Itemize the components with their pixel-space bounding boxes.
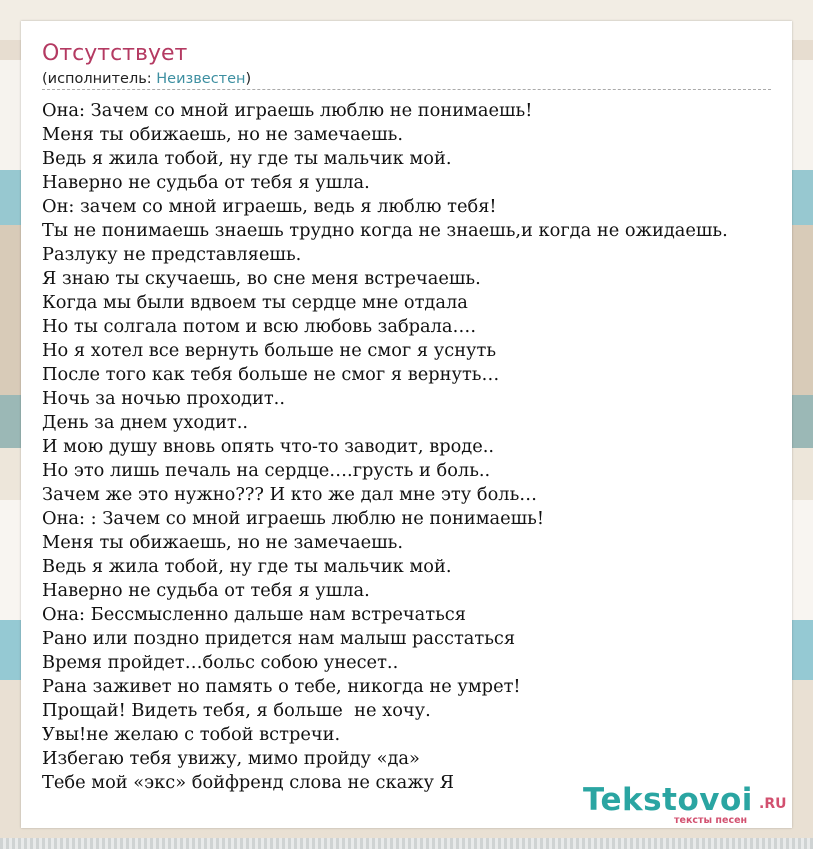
lyrics-line: Но ты солгала потом и всю любовь забрала…. [42,316,476,337]
lyrics-line: Разлуку не представляешь. [42,244,302,265]
artist-prefix: (исполнитель: [42,71,157,87]
title-divider [42,89,771,90]
lyrics-card [21,21,792,828]
lyrics-line: Рана заживет но память о тебе, никогда не умрет! [42,676,521,697]
artist-line [42,71,251,87]
lyrics-line: Она: : Зачем со мной играешь люблю не понимаешь! [42,508,545,529]
lyrics-line: Я знаю ты скучаешь, во сне меня встречаешь. [42,268,481,289]
lyrics-line: Прощай! Видеть тебя, я больше не хочу. [42,700,431,721]
lyrics-line: Рано или поздно придется нам малыш расстаться [42,628,516,649]
lyrics-line: Тебе мой «экс» бойфренд слова не скажу Я [42,772,455,793]
lyrics-line: После того как тебя больше не смог я вернуть… [42,364,500,385]
lyrics-line: Ведь я жила тобой, ну где ты мальчик мой. [42,556,452,577]
logo-domain: .RU [759,796,787,812]
lyrics-line: Увы!не желаю с тобой встречи. [42,724,341,745]
lyrics-line: День за днем уходит.. [42,412,249,433]
tekstovoi-logo[interactable] [583,782,788,828]
lyrics-line: Ты не понимаешь знаешь трудно когда не знаешь,и когда не ожидаешь. [42,220,728,241]
lyrics-line: Время пройдет…больс собою унесет.. [42,652,399,673]
lyrics-line: Но это лишь печаль на сердце….грусть и боль.. [42,460,491,481]
lyrics-line: И мою душу вновь опять что-то заводит, вроде.. [42,436,495,457]
lyrics-line: Наверно не судьба от тебя я ушла. [42,580,370,601]
artist-link[interactable]: Неизвестен [156,71,246,87]
lyrics-line: Меня ты обижаешь, но не замечаешь. [42,124,403,145]
artist-suffix: ) [245,71,252,87]
lyrics-line: Избегаю тебя увижу, мимо пройду «да» [42,748,420,769]
lyrics-line: Ведь я жила тобой, ну где ты мальчик мой. [42,148,452,169]
lyrics-line: Она: Бессмысленно дальше нам встречаться [42,604,466,625]
lyrics-text [42,99,728,795]
song-title: Отсутствует [42,41,188,66]
footer-stripe [0,838,813,849]
lyrics-line: Зачем же это нужно??? И кто же дал мне эту боль… [42,484,538,505]
lyrics-line: Она: Зачем со мной играешь люблю не понимаешь! [42,100,533,121]
lyrics-line: Меня ты обижаешь, но не замечаешь. [42,532,403,553]
logo-tagline: тексты песен [674,815,748,826]
lyrics-line: Но я хотел все вернуть больше не смог я уснуть [42,340,497,361]
lyrics-line: Он: зачем со мной играешь, ведь я люблю тебя! [42,196,497,217]
logo-wordmark: Tekstovoi [583,782,753,818]
lyrics-line: Наверно не судьба от тебя я ушла. [42,172,370,193]
lyrics-line: Когда мы были вдвоем ты сердце мне отдала [42,292,468,313]
lyrics-line: Ночь за ночью проходит.. [42,388,285,409]
